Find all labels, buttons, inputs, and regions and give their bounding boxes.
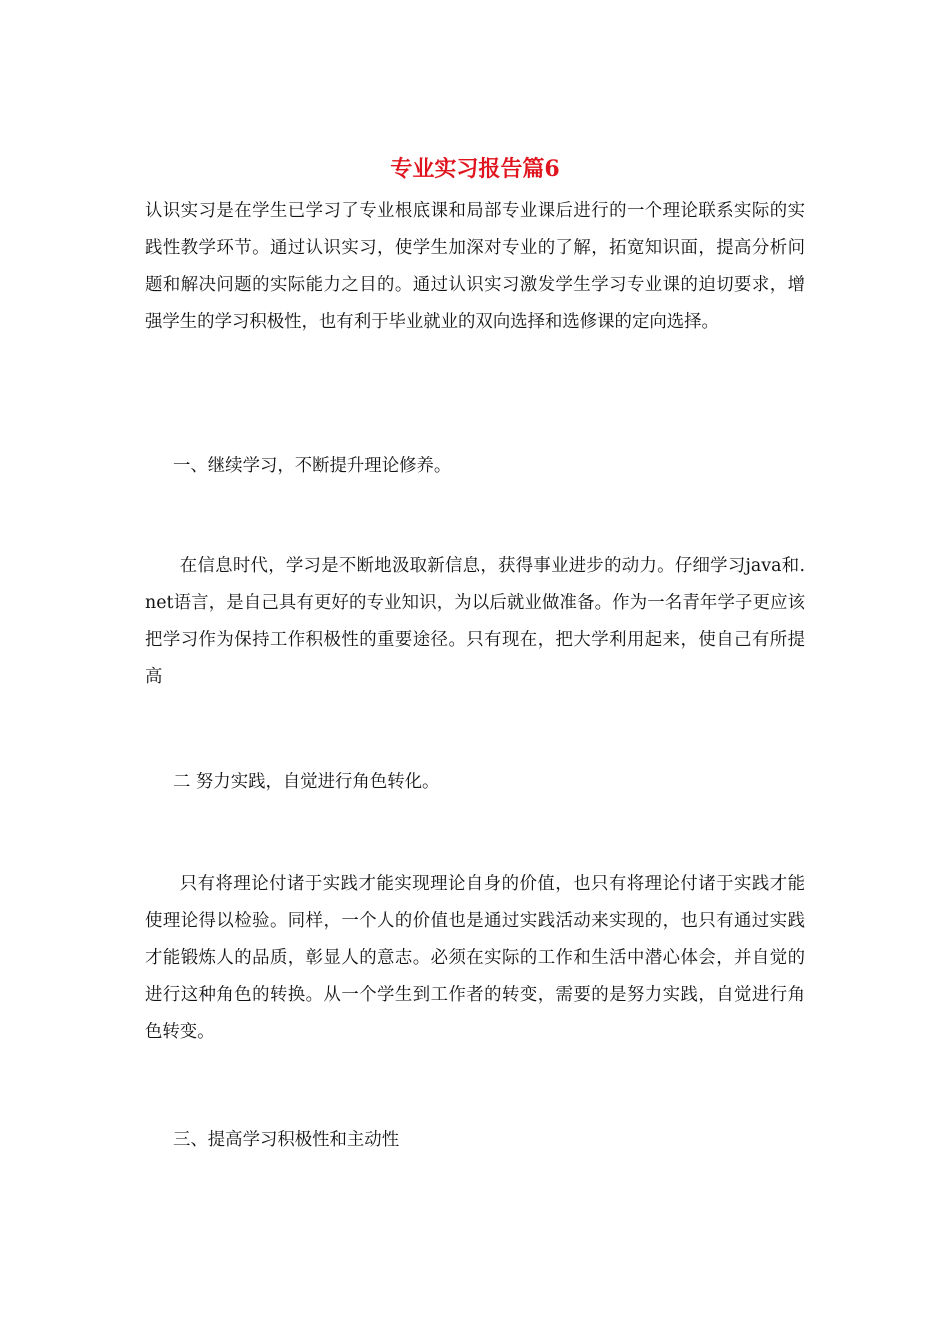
section-body-2: 只有将理论付诸于实践才能实现理论自身的价值，也只有将理论付诸于实践才能使理论得以检验。同样，一个人的价值也是通过实践活动来实现的，也只有通过实践才能锻炼人的品质，彰显人的意志。必须在实际的工作和生活中潜心体会，并自觉的进行这种角色的转换。从一个学生到工作者的转变，需要的是努力实践，自觉进行角色转变。: [145, 874, 805, 1042]
section-heading-3: 三、提高学习积极性和主动性: [173, 1130, 400, 1150]
section-body-1: 在信息时代，学习是不断地汲取新信息，获得事业进步的动力。仔细学习java和.net语言，是自己具有更好的专业知识，为以后就业做准备。作为一名青年学子更应该把学习作为保持工作积极性的重要途径。只有现在，把大学利用起来，使自己有所提高: [145, 556, 805, 687]
intro-paragraph: 认识实习是在学生已学习了专业根底课和局部专业课后进行的一个理论联系实际的实践性教学环节。通过认识实习，使学生加深对专业的了解，拓宽知识面，提高分析问题和解决问题的实际能力之目的。通过认识实习激发学生学习专业课的迫切要求，增强学生的学习积极性，也有利于毕业就业的双向选择和选修课的定向选择。: [145, 201, 805, 332]
section-heading-2: 二 努力实践，自觉进行角色转化。: [173, 772, 440, 792]
page-title: 专业实习报告篇6: [390, 156, 560, 182]
section-heading-1: 一、继续学习，不断提升理论修养。: [173, 456, 452, 476]
